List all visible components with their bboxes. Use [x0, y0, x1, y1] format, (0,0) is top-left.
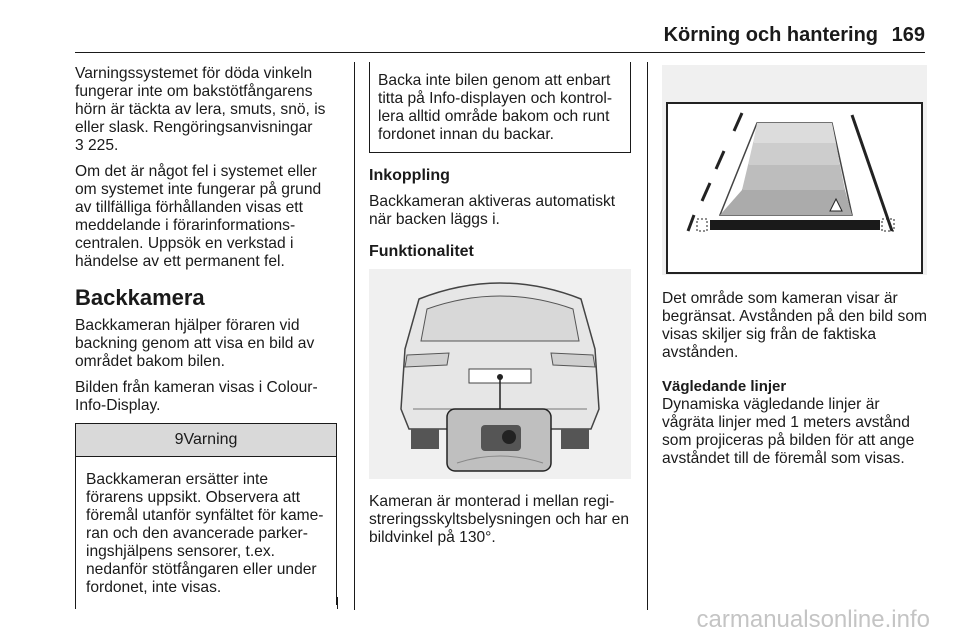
warning-title: Varning	[183, 431, 238, 448]
paragraph-blind-spot: Varningssystemet för döda vinkeln fungerar inte om bakstötfångarens hörn är täckta av lera, smuts, snö, is eller slask. Rengöringsanvisningar 3 225.	[75, 65, 326, 154]
paragraph-area-limited: Det område som kameran visar är begränsat. Avstånden på den bild som visas skiljer sig från de faktiska avstånden.	[662, 290, 927, 361]
car-rear-camera-icon	[369, 269, 631, 479]
page-number: 169	[891, 24, 925, 46]
warning-continued-text: Backa inte bilen genom att enbart titta på Info-displayen och kontrol-lera alltid område bakom och runt fordonet innan du backar.	[378, 72, 613, 143]
column-3	[662, 290, 927, 476]
subheading-guidelines: Vägledande linjer	[662, 378, 787, 395]
header-rule	[75, 52, 925, 53]
watermark: carmanualsonline.info	[696, 606, 930, 633]
column-divider-2	[647, 62, 648, 610]
paragraph-guidelines: Dynamiska vägledande linjer är vågräta linjer med 1 meters avstånd som projiceras på bilden för att ange avståndet till de föremål som visas.	[662, 396, 915, 467]
illustration-caption: Kameran är monterad i mellan regi-streringsskyltsbelysningen och har en bildvinkel på 130°.	[369, 493, 630, 546]
warning-symbol: 9	[174, 431, 184, 448]
paragraph-activation: Backkameran aktiveras automatiskt när backen läggs i.	[369, 193, 616, 228]
section-title: Backkamera	[75, 285, 205, 310]
column-2	[369, 65, 631, 555]
warning-box-continued	[369, 62, 631, 153]
warning-box-left-edge	[75, 597, 76, 609]
camera-location-illustration	[369, 269, 631, 479]
subheading-functionality: Funktionalitet	[369, 243, 474, 260]
guideline-display-illustration	[662, 65, 927, 275]
paragraph-display: Bilden från kameran visas i Colour-Info-Display.	[75, 379, 318, 414]
warning-text: Backkameran ersätter inte förarens uppsikt. Observera att föremål utanför synfältet för kame-ran och den avancerade parker-ingshjälpens sensorer, t.ex. nedanför stötfångaren eller under fordonet, inte visas.	[86, 471, 324, 596]
page-reference: 3 225.	[75, 137, 119, 154]
column-divider-1	[354, 62, 355, 610]
warning-box	[75, 423, 337, 605]
paragraph-camera-help: Backkameran hjälper föraren vid backning genom att visa en bild av området bakom bilen.	[75, 317, 315, 370]
paragraph-fault: Om det är något fel i systemet eller om systemet inte fungerar på grund av tillfälliga förhållanden visas ett meddelande i förarinformations-centralen. Uppsök en verkstad i händelse av ett permanent fel.	[75, 163, 322, 270]
running-header-title: Körning och hantering	[663, 24, 878, 46]
guideline-screen-icon	[662, 65, 927, 275]
column-1	[75, 65, 337, 605]
subheading-activation: Inkoppling	[369, 167, 450, 184]
warning-box-right-edge	[337, 597, 338, 609]
warning-header	[76, 424, 336, 457]
